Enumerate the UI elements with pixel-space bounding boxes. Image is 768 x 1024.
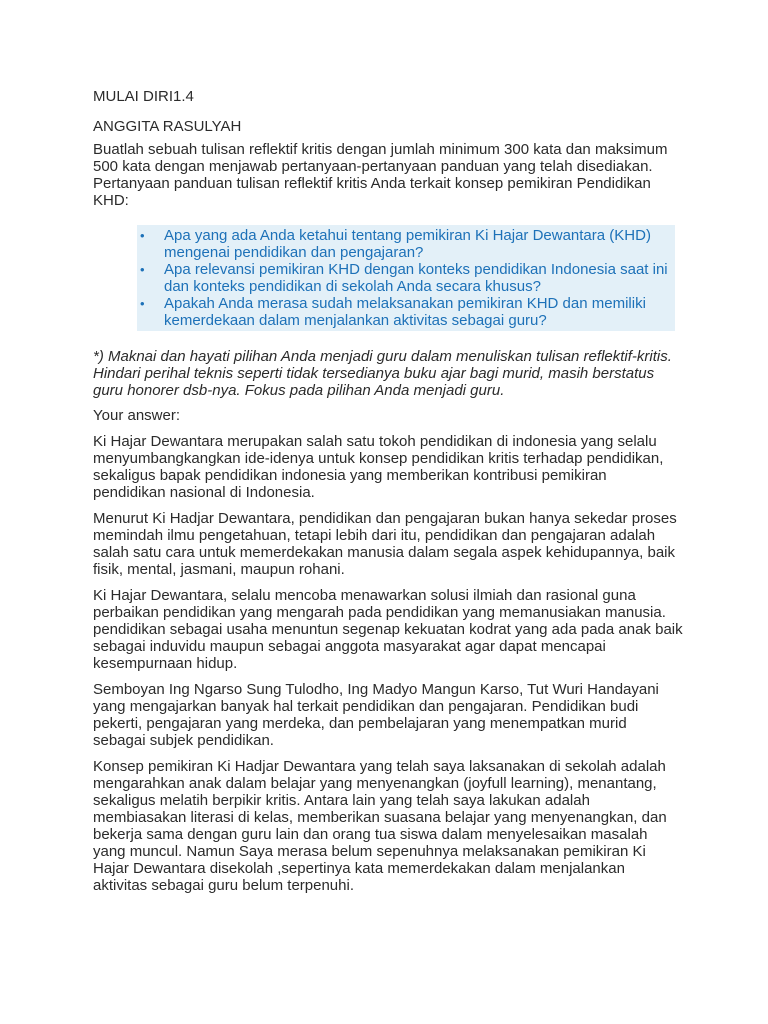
bullet-icon: •: [140, 296, 145, 311]
guiding-questions-box: [137, 225, 675, 331]
question-text: Apa yang ada Anda ketahui tentang pemikiran Ki Hajar Dewantara (KHD) mengenai pendidikan dan pengajaran?: [164, 227, 651, 261]
answer-paragraph: Ki Hajar Dewantara, selalu mencoba menawarkan solusi ilmiah dan rasional guna perbaikan pendidikan yang mengarah pada pendidikan yang memanusiakan manusia. pendidikan sebagai usaha menuntun segenap kekuatan kodrat yang ada pada anak baik sebagai induvidu maupun sebagai anggota masyarakat agar dapat mencapai kesempurnaan hidup.: [93, 587, 683, 672]
instruction-note: *) Maknai dan hayati pilihan Anda menjadi guru dalam menuliskan tulisan reflektif-kritis. Hindari perihal teknis seperti tidak tersedianya buku ajar bagi murid, masih berstatus guru honorer dsb-nya. Fokus pada pilihan Anda menjadi guru.: [93, 348, 672, 399]
document-title: MULAI DIRI1.4: [93, 88, 194, 105]
author-name: ANGGITA RASULYAH: [93, 118, 242, 135]
answer-paragraph: Ki Hajar Dewantara merupakan salah satu tokoh pendidikan di indonesia yang selalu menyumbangkangkan ide-idenya untuk konsep pendidikan kritis terhadap pendidikan, sekaligus bapak pendidikan indonesia yang memberikan kontribusi pemikiran pendidikan nasional di Indonesia.: [93, 433, 664, 501]
answer-label: Your answer:: [93, 407, 180, 424]
question-item: [137, 227, 675, 261]
answer-paragraph: Semboyan Ing Ngarso Sung Tulodho, Ing Madyo Mangun Karso, Tut Wuri Handayani yang mengajarkan banyak hal terkait pendidikan dan pengajaran. Pendidikan budi pekerti, pengajaran yang merdeka, dan pembelajaran yang menempatkan murid sebagai subjek pendidikan.: [93, 681, 659, 749]
question-item: [137, 261, 675, 295]
question-text: Apa relevansi pemikiran KHD dengan konteks pendidikan Indonesia saat ini dan konteks pendidikan di sekolah Anda secara khusus?: [164, 261, 668, 295]
intro-paragraph: Buatlah sebuah tulisan reflektif kritis dengan jumlah minimum 300 kata dan maksimum 500 kata dengan menjawab pertanyaan-pertanyaan panduan yang telah disediakan. Pertanyaan panduan tulisan reflektif kritis Anda terkait konsep pemikiran Pendidikan KHD:: [93, 141, 668, 209]
answer-paragraph: Konsep pemikiran Ki Hadjar Dewantara yang telah saya laksanakan di sekolah adalah mengarahkan anak dalam belajar yang menyenangkan (joyfull learning), menantang, sekaligus melatih berpikir kritis. Antara lain yang telah saya lakukan adalah membiasakan literasi di kelas, memberikan suasana belajar yang menyenangkan, dan bekerja sama dengan guru lain dan orang tua siswa dalam menyelesaikan masalah yang muncul. Namun Saya merasa belum sepenuhnya melaksanakan pemikiran Ki Hajar Dewantara disekolah ,sepertinya kata memerdekakan dalam menjalankan aktivitas sebagai guru belum terpenuhi.: [93, 758, 667, 894]
document-page: [93, 88, 683, 903]
question-text: Apakah Anda merasa sudah melaksanakan pemikiran KHD dan memiliki kemerdekaan dalam menjalankan aktivitas sebagai guru?: [164, 295, 646, 329]
question-item: [137, 295, 675, 329]
guiding-questions-list: [137, 227, 675, 329]
bullet-icon: •: [140, 262, 145, 277]
answer-paragraph: Menurut Ki Hadjar Dewantara, pendidikan dan pengajaran bukan hanya sekedar proses memindah ilmu pengetahuan, tetapi lebih dari itu, pendidikan dan pengajaran adalah salah satu cara untuk memerdekakan manusia dalam segala aspek kehidupannya, baik fisik, mental, jasmani, maupun rohani.: [93, 510, 677, 578]
bullet-icon: •: [140, 228, 145, 243]
